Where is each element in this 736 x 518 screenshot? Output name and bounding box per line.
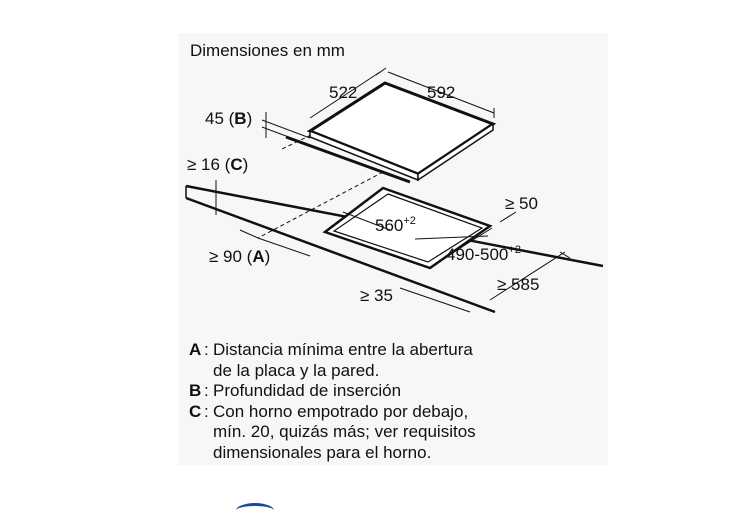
- dimension-90-a: ≥ 90 (A): [209, 247, 271, 266]
- dimension-50: ≥ 50: [505, 194, 538, 213]
- legend-text: Distancia mínima entre la abertura de la placa y la pared.: [213, 340, 473, 380]
- dimension-560: $560^{+2}$: [375, 215, 416, 235]
- legend-text: Profundidad de inserción: [213, 381, 402, 400]
- legend: [189, 340, 476, 463]
- dimension-16-c: ≥ 16 (C): [187, 155, 249, 174]
- dimension-35: ≥ 35: [360, 286, 393, 305]
- dimension-585: ≥ 585: [497, 275, 540, 294]
- legend-entry-c: C : Con horno empotrado por debajo, mín. 20, quizás más; ver requisitos dimensionales para el horno.: [189, 401, 476, 462]
- legend-entry-b: B : Profundidad de inserción: [189, 381, 402, 400]
- dimension-522: 522: [329, 83, 358, 102]
- legend-entry-a: A : Distancia mínima entre la abertura de la placa y la pared.: [189, 340, 473, 380]
- logo-arc: [236, 503, 274, 518]
- diagram-title: Dimensiones en mm: [190, 41, 345, 60]
- legend-key: A: [189, 340, 202, 359]
- legend-key: C: [189, 401, 202, 421]
- dimension-592: 592: [427, 83, 456, 102]
- legend-key: B: [189, 381, 202, 400]
- legend-text: Con horno empotrado por debajo, mín. 20, quizás más; ver requisitos dimensionales para el horno.: [213, 401, 476, 462]
- dimension-45-b: 45 (B): [205, 109, 253, 128]
- dimension-490-500: $490-500^{+2}$: [446, 244, 521, 264]
